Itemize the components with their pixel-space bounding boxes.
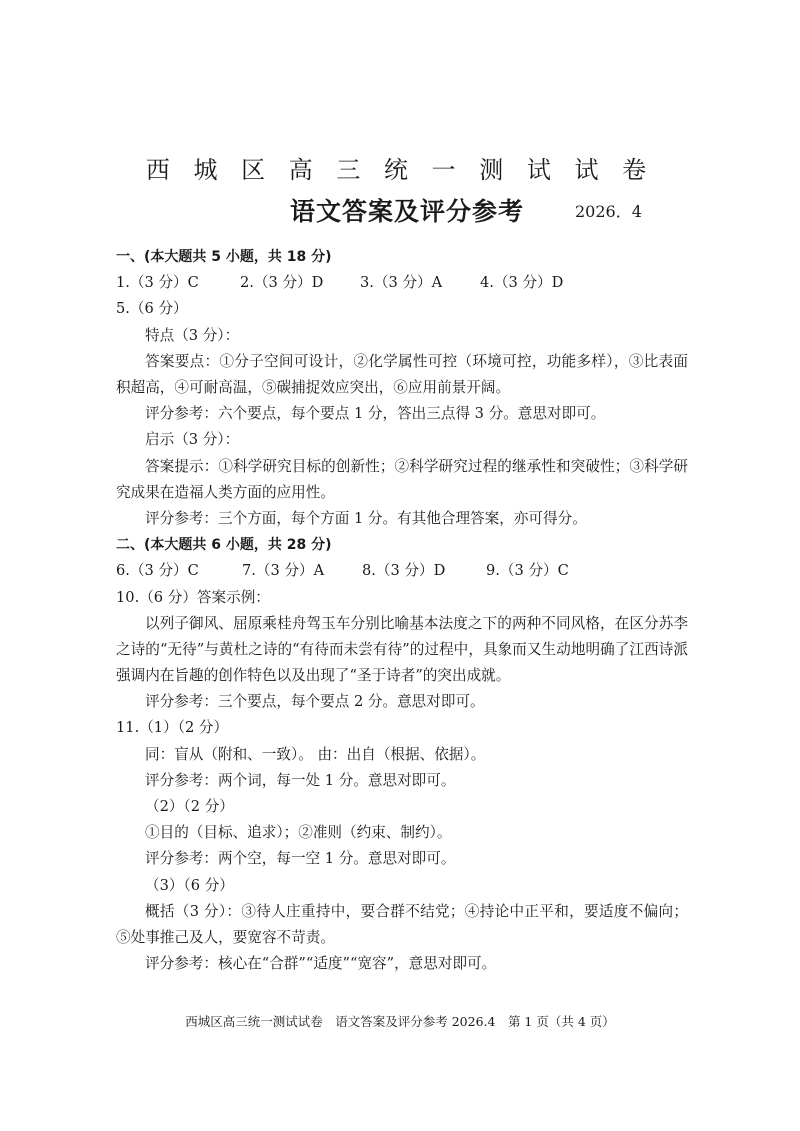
answer-row-2 <box>116 558 688 584</box>
q11-2-text: ①目的（目标、追求）；②准则（约束、制约）。 <box>145 824 452 842</box>
answer-q9: 9.（3 分）C <box>486 562 569 580</box>
answer-q3: 3.（3 分）A <box>360 274 443 292</box>
q10-score: 评分参考：三个要点，每个要点 2 分。意思对即可。 <box>145 693 485 711</box>
q5-insight-points: 答案提示：①科学研究目标的创新性；②科学研究过程的继承性和突破性；③科学研究成果在造福人类方面的应用性。 <box>116 457 688 501</box>
q11-2-label: （2）（2 分） <box>145 798 234 816</box>
q11-1-text: 同：盲从（附和、一致）。 由：出自（根据、依据）。 <box>145 745 486 763</box>
section-heading-2: 二、(本大题共 6 小题，共 28 分) <box>116 537 332 554</box>
q11-3-label: （3）（6 分） <box>145 876 234 894</box>
q11-2-score: 评分参考：两个空，每一空 1 分。意思对即可。 <box>145 850 456 868</box>
q5-insight-score: 评分参考：三个方面，每个方面 1 分。有其他合理答案，亦可得分。 <box>145 509 587 527</box>
question-10-label: 10.（6 分）答案示例： <box>116 588 270 606</box>
q5-feature-points: 答案要点：①分子空间可设计，②化学属性可控（环境可控，功能多样），③比表面积超高，④可耐高温，⑤碳捕捉效应突出，⑥应用前景开阔。 <box>116 352 688 396</box>
q11-3-text: 概括（3 分）：③待人庄重持中，要合群不结党；④持论中正平和，要适度不偏向；⑤处事推己及人，要宽容不苛责。 <box>116 902 688 946</box>
answer-row-1 <box>116 270 688 296</box>
document-date: 2026．4 <box>575 202 642 221</box>
question-5-label: 5.（6 分） <box>116 300 188 318</box>
answer-q1: 1.（3 分）C <box>116 274 199 292</box>
section-heading-1: 一、(本大题共 5 小题，共 18 分) <box>116 249 332 265</box>
question-11-label: 11.（1）（2 分） <box>116 719 229 737</box>
q5-insight-label: 启示（3 分）： <box>145 431 240 449</box>
answer-q8: 8.（3 分）D <box>362 562 446 580</box>
answer-q4: 4.（3 分）D <box>480 274 564 292</box>
q5-feature-score: 评分参考：六个要点，每个要点 1 分，答出三点得 3 分。意思对即可。 <box>145 405 606 423</box>
q11-3-score: 评分参考：核心在“合群”“适度”“宽容”，意思对即可。 <box>145 955 497 973</box>
q10-answer-text: 以列子御风、屈原乘桂舟驾玉车分别比喻基本法度之下的两种不同风格，在区分苏李之诗的“无待”与黄杜之诗的“有待而未尝有待”的过程中，具象而又生动地明确了江西诗派强调内在旨趣的创作特色以及出现了“圣于诗者”的突出成就。 <box>116 614 688 685</box>
q11-1-score: 评分参考：两个词，每一处 1 分。意思对即可。 <box>145 771 456 789</box>
answer-q7: 7.（3 分）A <box>242 562 325 580</box>
q5-feature-label: 特点（3 分）： <box>145 326 240 344</box>
page-footer: 西城区高三统一测试试卷 语文答案及评分参考 2026.4 第 1 页（共 4 页） <box>185 1014 615 1029</box>
exam-title: 西 城 区 高 三 统 一 测 试 试 卷 <box>145 156 655 184</box>
answer-q2: 2.（3 分）D <box>240 274 324 292</box>
document-subtitle: 语文答案及评分参考 <box>290 197 525 226</box>
answer-body <box>116 244 688 977</box>
answer-q6: 6.（3 分）C <box>116 562 199 580</box>
